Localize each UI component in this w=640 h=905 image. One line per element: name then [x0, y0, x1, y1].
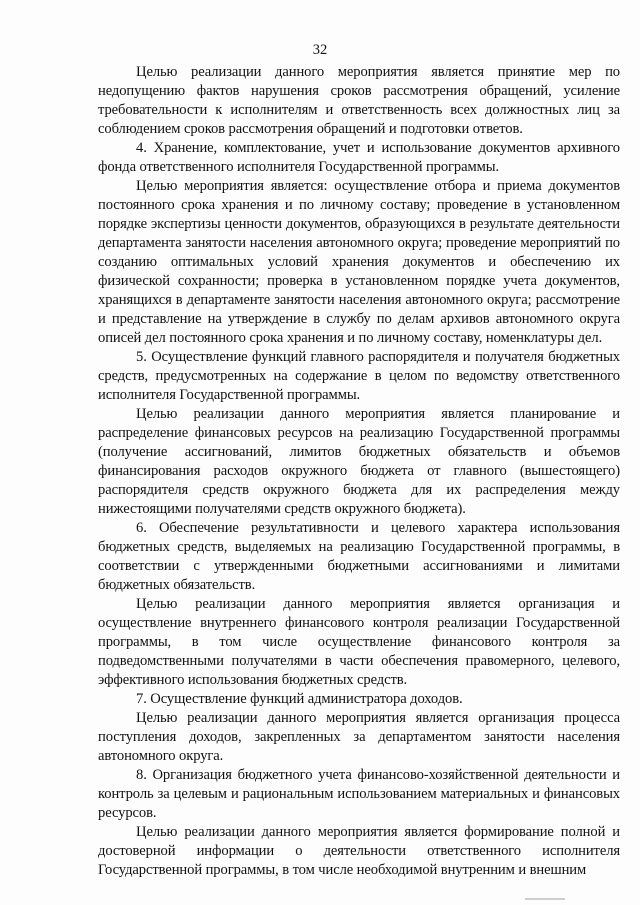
paragraph-goal-budget-manager: Целью реализации данного мероприятия является планирование и распределение финансовых ресурсов на реализацию Государственной программы (получение ассигнований, лимитов бюджетных обязательств и объемов финансирования расходов окружного бюджета от главного (вышестоящего) распорядителя средств окружного бюджета для их распределения между нижестоящими получателями средств окружного бюджета). — [98, 406, 620, 517]
paragraph-goal-financial-control: Целью реализации данного мероприятия является организация и осуществление внутреннего финансового контроля реализации Государственной программы, в том числе осуществление финансового контроля за подведомственными получателями в части обеспечения правомерного, целевого, эффективного использования бюджетных средств. — [98, 596, 620, 688]
paragraph-item-7-revenue-admin: 7. Осуществление функций администратора доходов. — [136, 691, 463, 707]
paragraph-item-5-budget-manager: 5. Осуществление функций главного распорядителя и получателя бюджетных средств, предусмотренных на содержание в целом по ведомству ответственного исполнителя Государственной программы. — [98, 349, 620, 403]
paragraph-item-6-budget-efficiency: 6. Обеспечение результативности и целевого характера использования бюджетных средств, выделяемых на реализацию Государственной программы, в соответствии с утвержденными бюджетными ассигнованиями и лимитами бюджетных обязательств. — [98, 520, 620, 593]
paragraph-goal-accounting: Целью реализации данного мероприятия является формирование полной и достоверной информации о деятельности ответственного исполнителя Государственной программы, в том числе необходимой внутренним и внешним — [98, 824, 620, 878]
paragraph-goal-appeals: Целью реализации данного мероприятия является принятие мер по недопущению фактов нарушения сроков рассмотрения обращений, усиление требовательности к исполнителям и ответственность всех должностных лиц за соблюдением сроков рассмотрения обращений и подготовки ответов. — [98, 64, 620, 137]
page-number: 32 — [312, 42, 328, 58]
paragraph-item-8-accounting: 8. Организация бюджетного учета финансово-хозяйственной деятельности и контроль за целевым и рациональным использованием материальных и финансовых ресурсов. — [98, 767, 620, 821]
paragraph-goal-archive: Целью мероприятия является: осуществление отбора и приема документов постоянного срока хранения и по личному составу; проведение в установленном порядке экспертизы ценности документов, образующихся в результате деятельности департамента занятости населения автономного округа; проведение мероприятий по созданию оптимальных условий хранения документов и обеспечению их физической сохранности; проверка в установленном порядке учета документов, хранящихся в департаменте занятости населения автономного округа; рассмотрение и представление на утверждение в службу по делам архивов автономного округа описей дел постоянного срока хранения и по личному составу, номенклатуры дел. — [98, 178, 620, 346]
paragraph-item-4-archive: 4. Хранение, комплектование, учет и использование документов архивного фонда ответственного исполнителя Государственной программы. — [98, 140, 620, 175]
paragraph-goal-revenue: Целью реализации данного мероприятия является организация процесса поступления доходов, закрепленных за департаментом занятости населения автономного округа. — [98, 710, 620, 764]
scan-artifact — [525, 898, 565, 900]
document-body — [98, 63, 620, 880]
